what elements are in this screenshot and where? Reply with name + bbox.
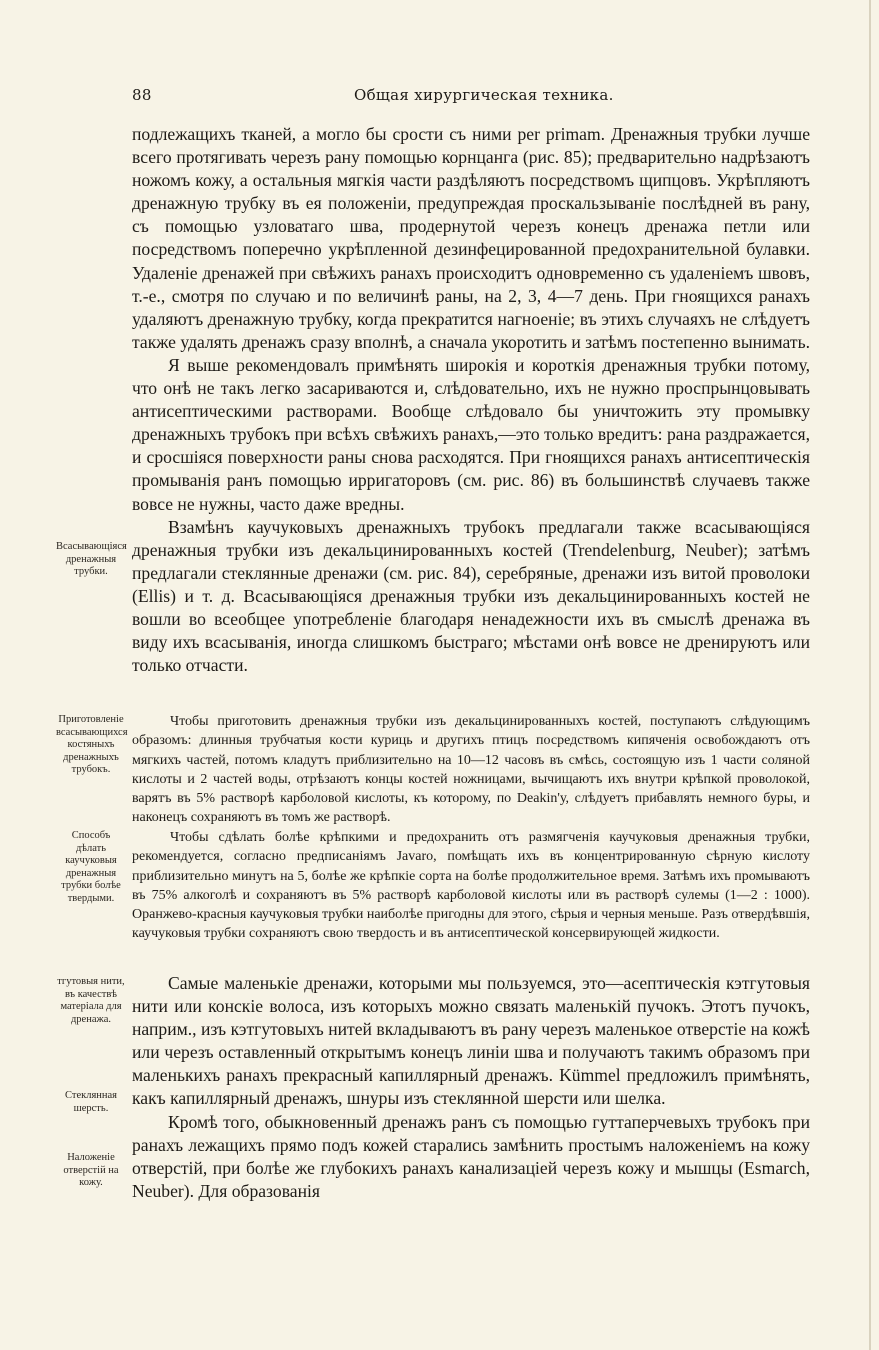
paragraph-bone-drain-preparation: Чтобы приготовить дренажныя трубки изъ декальцинированныхъ костей, поступаютъ слѣдующимъ образомъ: длинныя трубчатыя кости куриць и другихъ птицъ посредствомъ кипяченія освобождаютъ отъ мягкихъ частей, потомъ кладутъ приблизительно на 10—12 часовъ въ смѣсь, состоящую изъ 1 части соляной кислоты и 2 частей воды, отрѣзаютъ концы костей ножницами, вычищаютъ ихъ внутри крѣпкой проволокой, варятъ въ 5% растворѣ карболовой кислоты, къ которому, по Deakin'у, слѣдуетъ прибавлять немного буры, и наконецъ сохраняютъ въ томъ же растворѣ. xyxy=(132,714,810,826)
margin-note-hardening: Способъ дѣлать каучуковыя дренажныя трубки болѣе твердыми. xyxy=(61,830,121,904)
margin-note-preparation: Приготовленіе всасывающихся костяныхъ дренажныхъ трубокъ. xyxy=(56,714,128,776)
margin-note-absorbable: Всасывающіяся дренажныя трубки. xyxy=(56,541,127,578)
small-print-hardening xyxy=(132,828,810,944)
page-edge xyxy=(869,0,871,1350)
margin-note-glass-wool: Стеклянная шерсть. xyxy=(64,1090,117,1114)
paragraph-skin-holes: Кромѣ того, обыкновенный дренажъ ранъ съ помощью гуттаперчевыхъ трубокъ при ранахъ лежащихъ прямо подъ кожей старались замѣнить простымъ наложеніемъ на кожу отверстій, при болѣе же глубокихъ ранахъ канализаціей черезъ кожу и мышцы (Esmarch, Neuber). Для образованія xyxy=(132,1111,810,1201)
paragraph-absorbable-drains: Взамѣнъ каучуковыхъ дренажныхъ трубокъ предлагали также всасывающіяся дренажныя трубки изъ декальцинированныхъ костей (Trendelenburg, Neuber); затѣмъ предлагали стеклянные дренажи (см. рис. 84), серебряные, дренажи изъ витой проволоки (Ellis) и т. д. Всасывающіяся дренажныя трубки изъ декальцинированныхъ костей не вошли во всеобщее употребленіе благодаря ненадежности ихъ въ смыслѣ дренажа въ виду ихъ всасыванія, иногда слишкомъ быстраго; мѣстами онѣ вовсе не дренируютъ или только отчасти. xyxy=(132,516,810,676)
margin-note-skin-holes: Наложеніе отверстій на кожу. xyxy=(63,1152,119,1189)
paragraph-drain-placement: подлежащихъ тканей, а могло бы срости съ ними per primam. Дренажныя трубки лучше всего протягивать черезъ рану помощью корнцанга (рис. 85); предварительно надрѣзаютъ ножомъ кожу, а остальныя мягкія части раздѣляютъ посредствомъ щипцовъ. Укрѣпляютъ дренажную трубку въ ея положеніи, предупреждая проскальзываніе послѣдней въ рану, съ помощью узловатаго шва, продернутой черезъ конецъ дренажа петли или посредствомъ поперечно укрѣпленной дезинфецированной предохранительной булавки. Удаленіе дренажей при свѣжихъ ранахъ происходитъ одновременно съ удаленіемъ швовъ, т.-е., смотря по случаю и по величинѣ раны, на 2, 3, 4—7 день. При гноящихся ранахъ удаляютъ дренажную трубку, когда прекратится нагноеніе; въ этихъ случаяхъ не слѣдуетъ также удалять дренажъ сразу вполнѣ, а сначала укоротить и затѣмъ постепенно вынимать. xyxy=(132,124,810,352)
running-head: Общая хирургическая техника. xyxy=(354,86,614,104)
paragraph-drain-washing: Я выше рекомендовалъ примѣнять широкія и короткія дренажныя трубки потому, что онѣ не такъ легко засариваются и, слѣдовательно, ихъ не нужно проспрынцовывать антисептическими растворами. Вообще слѣдовало бы уничтожить эту промывку дренажныхъ трубокъ при всѣхъ свѣжихъ ранахъ,—это только вредитъ: рана раздражается, и сросшіяся поверхности раны снова расходятся. При гноящихся ранахъ антисептическія промыванія ранъ помощью ирригаторовъ (см. рис. 86) въ большинствѣ случаевъ также вовсе не нужны, часто даже вредны. xyxy=(132,354,810,514)
small-print-preparation xyxy=(132,712,810,828)
main-text-bottom xyxy=(132,972,810,1203)
margin-note-catgut: тгутовыя нити, въ качествѣ матеріала для дренажа. xyxy=(57,976,125,1025)
paragraph-capillary-drains: Самые маленькіе дренажи, которыми мы пользуемся, это—асептическія кэтгутовыя нити или конскіе волоса, изъ которыхъ можно связать маленькій пучокъ. Этотъ пучокъ, наприм., изъ кэтгутовыхъ нитей вкладываютъ въ рану черезъ маленькое отверстіе на кожѣ или черезъ оставленный открытымъ конецъ линіи шва и получаютъ такимъ образомъ при маленькихъ ранахъ прекрасный капиллярный дренажъ. Kümmel предложилъ примѣнять, какъ капиллярный дренажъ, шнуры изъ стеклянной шерсти или шелка. xyxy=(132,973,810,1109)
main-text-top xyxy=(132,123,810,677)
paragraph-rubber-hardening: Чтобы сдѣлать болѣе крѣпкими и предохранить отъ размягченія каучуковыя дренажныя трубки, рекомендуется, согласно предписаніямъ Javaro, помѣщать ихъ въ концентрированную сѣрную кислоту приблизительно минутъ на 5, болѣе же крѣпкіе сорта на болѣе продолжительное время. Затѣмъ ихъ промываютъ въ 75% алкоголѣ и сохраняютъ въ 5% растворѣ карболовой кислоты или въ растворѣ сулемы (1—2 : 1000). Оранжево-красныя каучуковыя трубки наиболѣе пригодны для этого, сѣрыя и черныя меньше. Разъ отвердѣвшія, каучуковыя трубки сохраняютъ свою твердость и въ антисептической консервирующей жидкости. xyxy=(132,830,810,942)
page-header xyxy=(132,86,812,108)
page-number: 88 xyxy=(132,86,152,104)
